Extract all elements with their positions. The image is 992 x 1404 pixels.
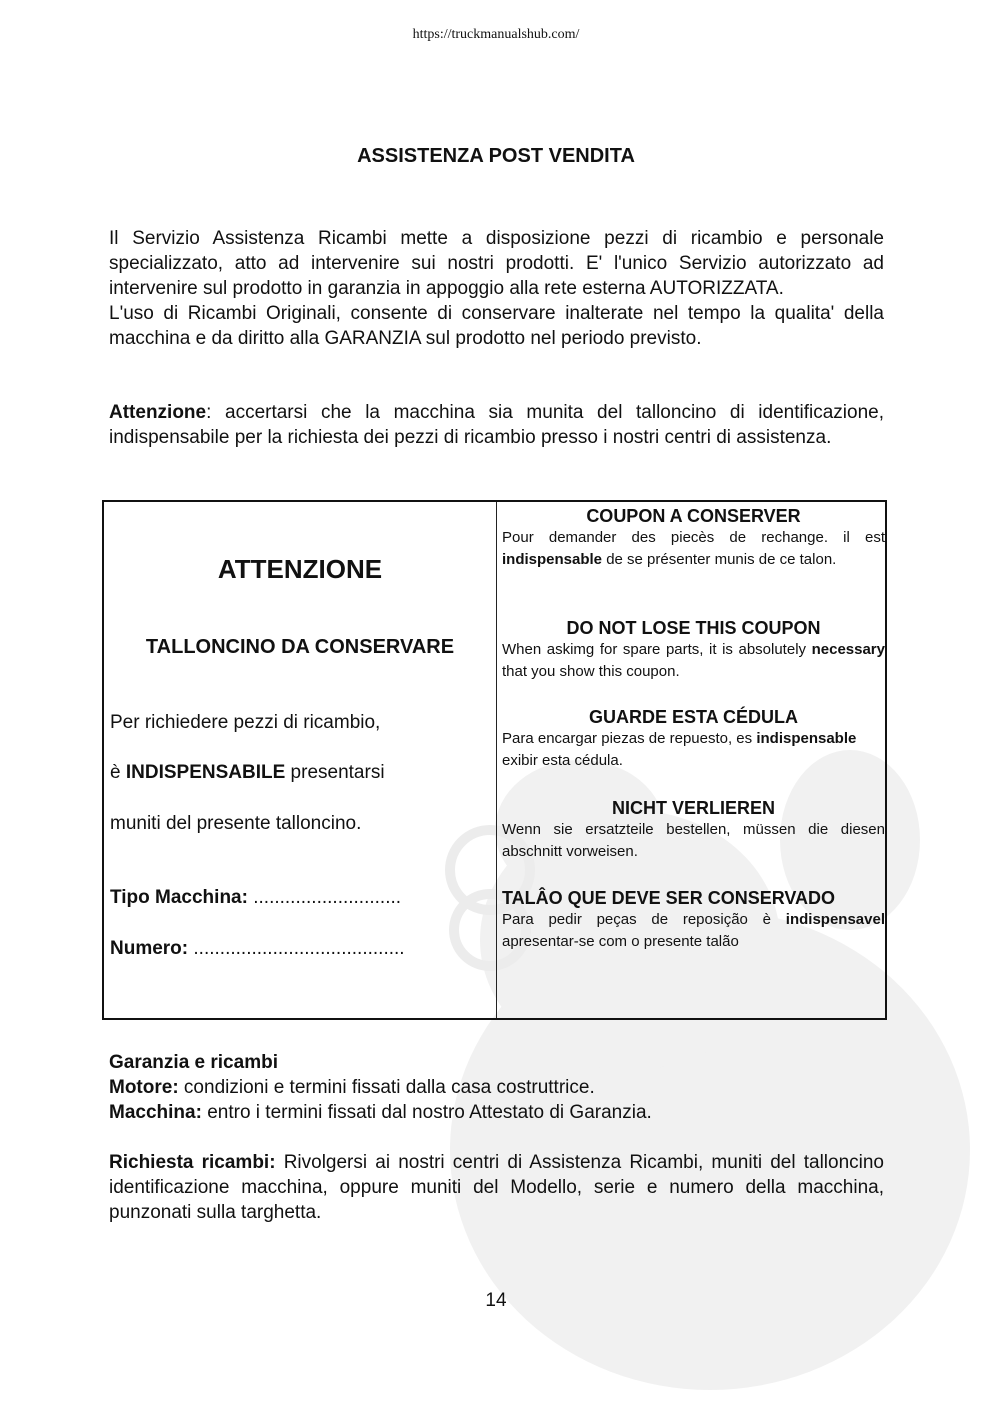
coupon-left-line-2 [110,762,490,784]
coupon-fr-heading: COUPON A CONSERVER [586,506,801,526]
fr-text-1: Pour demander des piecès de rechange. il est [502,529,885,546]
en-text-1: When askimg for spare parts, it is absolutely [502,641,812,658]
line2-bold: INDISPENSABILE [125,762,286,783]
header-url: https://truckmanualshub.com/ [412,27,580,42]
coupon-en-text [502,639,885,683]
attention-paragraph [109,400,884,450]
coupon-pt-text [502,909,885,953]
tipo-macchina-dots: ............................ [247,887,402,908]
attention-label: Attenzione [109,402,207,423]
intro-section [109,226,884,351]
coupon-left-line-3: muniti del presente talloncino. [110,813,362,834]
coupon-divider [496,502,497,1018]
en-text-2: that you show this coupon. [502,663,680,680]
coupon-pt-heading: TALÂO QUE DEVE SER CONSERVADO [502,888,836,908]
pt-text-2: apresentar-se com o presente talão [502,933,739,950]
fr-text-bold: indispensable [502,551,603,568]
page-title: ASSISTENZA POST VENDITA [357,145,635,167]
coupon-de-text: Wenn sie ersatzteile bestellen, müssen die diesen abschnitt vorweisen. [502,821,885,860]
line2-pre: è [110,762,126,783]
macchina-line [109,1100,884,1125]
intro-paragraph-2: L'uso di Ricambi Originali, consente di conservare inalterate nel tempo la qualita' della macchina e da diritto alla GARANZIA sul prodotto nel periodo previsto. [109,303,884,349]
coupon-es-heading: GUARDE ESTA CÉDULA [588,707,798,727]
page-number: 14 [485,1290,507,1311]
coupon-en-heading: DO NOT LOSE THIS COUPON [566,618,821,638]
numero-dots: ........................................ [188,938,405,959]
numero-label: Numero: [110,938,189,959]
coupon-box [102,500,887,1020]
warranty-heading: Garanzia e ricambi [109,1052,278,1073]
es-text-bold: indispensable [756,730,857,747]
coupon-es-text [502,728,885,772]
fr-text-2: de se présenter munis de ce talon. [602,551,837,568]
macchina-label: Macchina: [109,1102,202,1123]
en-text-bold: necessary [811,641,885,658]
es-text-1: Para encargar piezas de repuesto, es [502,730,757,747]
attention-text: : accertarsi che la macchina sia munita del talloncino di identificazione, indispensabile per la richiesta dei pezzi di ricambio presso i nostri centri di assistenza. [109,402,884,448]
numero-field [110,938,490,960]
pt-text-1: Para pedir peças de reposição è [502,911,786,928]
motore-label: Motore: [109,1077,179,1098]
warranty-section [109,1050,884,1225]
es-text-2: exibir esta cédula. [502,752,623,769]
motore-text: condizioni e termini fissati dalla casa costruttrice. [178,1077,595,1098]
richiesta-paragraph [109,1150,884,1225]
coupon-fr-text [502,527,885,571]
macchina-text: entro i termini fissati dal nostro Attestato di Garanzia. [201,1102,652,1123]
intro-paragraph-1: Il Servizio Assistenza Ricambi mette a disposizione pezzi di ricambio e personale specializzato, atto ad intervenire sui nostri prodotti. E' l'unico Servizio autorizzato ad intervenire sul prodotto in garanzia in appoggio alla rete esterna AUTORIZZATA. [109,228,884,299]
tipo-macchina-field [110,887,490,909]
pt-text-bold: indispensavel [785,911,885,928]
line2-post: presentarsi [285,762,385,783]
coupon-left-heading: ATTENZIONE [217,554,383,584]
tipo-macchina-label: Tipo Macchina: [110,887,248,908]
coupon-left-subheading: TALLONCINO DA CONSERVARE [145,636,455,658]
coupon-de-heading: NICHT VERLIEREN [611,798,775,818]
richiesta-label: Richiesta ricambi: [109,1152,276,1173]
coupon-left-line-1: Per richiedere pezzi di ricambio, [110,712,381,733]
motore-line [109,1075,884,1100]
richiesta-text: Rivolgersi ai nostri centri di Assistenza Ricambi, muniti del talloncino identificazione macchina, oppure muniti del Modello, serie e numero della macchina, punzonati sulla targhetta. [109,1152,884,1223]
